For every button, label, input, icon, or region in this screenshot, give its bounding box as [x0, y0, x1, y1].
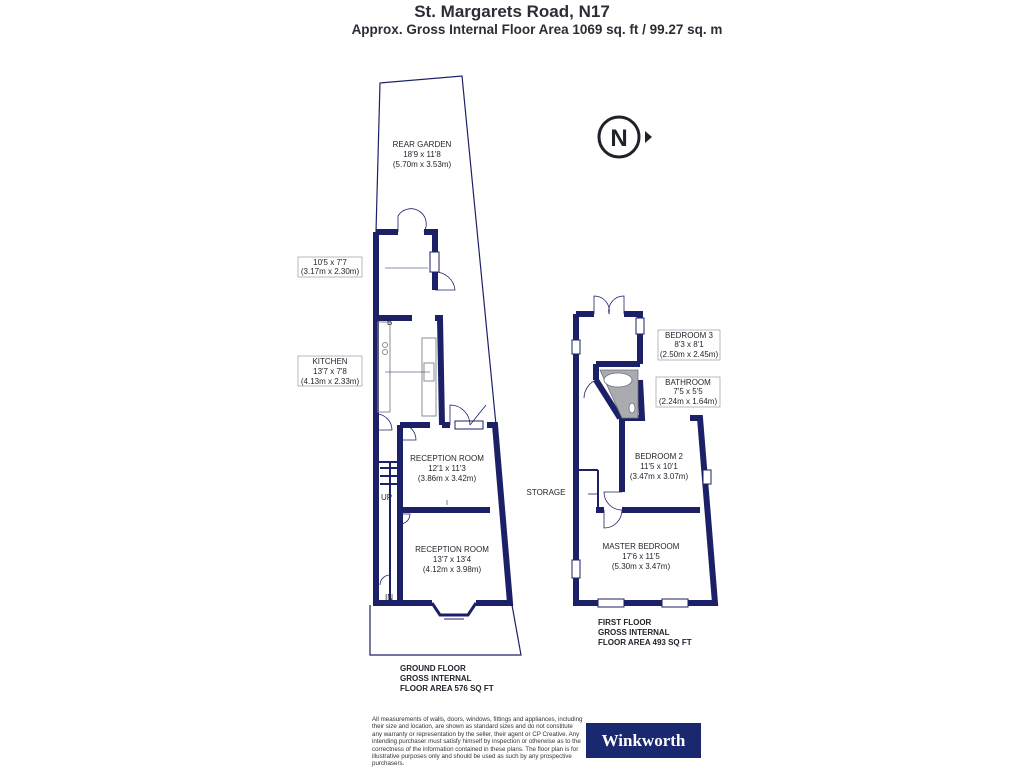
ground-floor-caption-line-2: GROSS INTERNAL — [400, 674, 472, 683]
ground-floor-caption-line-3: FLOOR AREA 576 SQ FT — [400, 684, 494, 693]
bathroom-name: BATHROOM — [665, 378, 711, 387]
boiler-marker: B — [387, 318, 393, 327]
bedroom-2-name: BEDROOM 2 — [634, 452, 684, 461]
reception-room-2-name: RECEPTION ROOM — [415, 545, 489, 554]
kitchen-dims-ft: 13'7 x 7'8 — [313, 367, 347, 376]
disclaimer-text: All measurements of walls, doors, windows, fittings and appliances, including their size and location, are shown as standard sizes and do not constitute any warranty or representation by the seller, their agent or CP Creative. Any intending purchaser must satisfy himself by inspection or otherwise as to the correctness of the information contained in these plans. The floor plan is for illustrative purposes only and should be used as such by any prospective purchasers. — [372, 716, 583, 768]
bathroom-dims-ft: 7'5 x 5'5 — [673, 387, 703, 396]
first-floor-caption-line-1: FIRST FLOOR — [598, 618, 652, 627]
master-bedroom-dims-m: (5.30m x 3.47m) — [611, 562, 671, 571]
bedroom-2-dims-ft: 11'5 x 10'1 — [640, 462, 678, 471]
master-bedroom-dims-ft: 17'6 x 11'5 — [622, 552, 660, 561]
rear-garden-dims-ft: 18'9 x 11'8 — [403, 150, 441, 159]
extension-dims-ft: 10'5 x 7'7 — [313, 258, 347, 267]
rear-garden-dims-m: (5.70m x 3.53m) — [392, 160, 452, 169]
first-floor-plan — [527, 296, 720, 607]
kitchen-name: KITCHEN — [312, 357, 348, 366]
bedroom-2-dims-m: (3.47m x 3.07m) — [629, 472, 689, 481]
reception-room-1-dims-m: (3.86m x 3.42m) — [417, 474, 477, 483]
first-floor-caption — [598, 618, 692, 648]
storage-name: STORAGE — [526, 488, 566, 497]
kitchen-dims-m: (4.13m x 2.33m) — [300, 377, 360, 386]
stairs-up-marker: UP — [381, 493, 393, 502]
bedroom-3-dims-ft: 8'3 x 8'1 — [674, 340, 704, 349]
master-bedroom-name: MASTER BEDROOM — [602, 542, 680, 551]
ground-floor-caption-line-1: GROUND FLOOR — [400, 664, 466, 673]
reception-room-2-dims-m: (4.12m x 3.98m) — [422, 565, 482, 574]
first-floor-caption-line-2: GROSS INTERNAL — [598, 628, 670, 637]
bedroom-3-dims-m: (2.50m x 2.45m) — [659, 350, 719, 359]
reception-room-2-dims-ft: 13'7 x 13'4 — [432, 555, 472, 564]
winkworth-logo: Winkworth — [586, 723, 701, 758]
extension-dims-m: (3.17m x 2.30m) — [300, 267, 360, 276]
first-floor-caption-line-3: FLOOR AREA 493 SQ FT — [598, 638, 692, 647]
ground-floor-caption — [400, 664, 494, 694]
plan-title: St. Margarets Road, N17 — [414, 2, 610, 21]
bedroom-3-name: BEDROOM 3 — [664, 331, 714, 340]
compass-letter: N — [610, 125, 628, 152]
rear-garden-name: REAR GARDEN — [392, 140, 452, 149]
north-compass-icon — [599, 117, 652, 157]
reception-room-1-dims-ft: 12'1 x 11'3 — [428, 464, 466, 473]
ground-floor-plan — [298, 76, 521, 655]
bathroom-dims-m: (2.24m x 1.64m) — [658, 397, 718, 406]
entrance-marker: IN — [385, 593, 393, 602]
reception-room-1-name: RECEPTION ROOM — [410, 454, 484, 463]
floor-area-subtitle: Approx. Gross Internal Floor Area 1069 sq. ft / 99.27 sq. m — [351, 22, 723, 37]
